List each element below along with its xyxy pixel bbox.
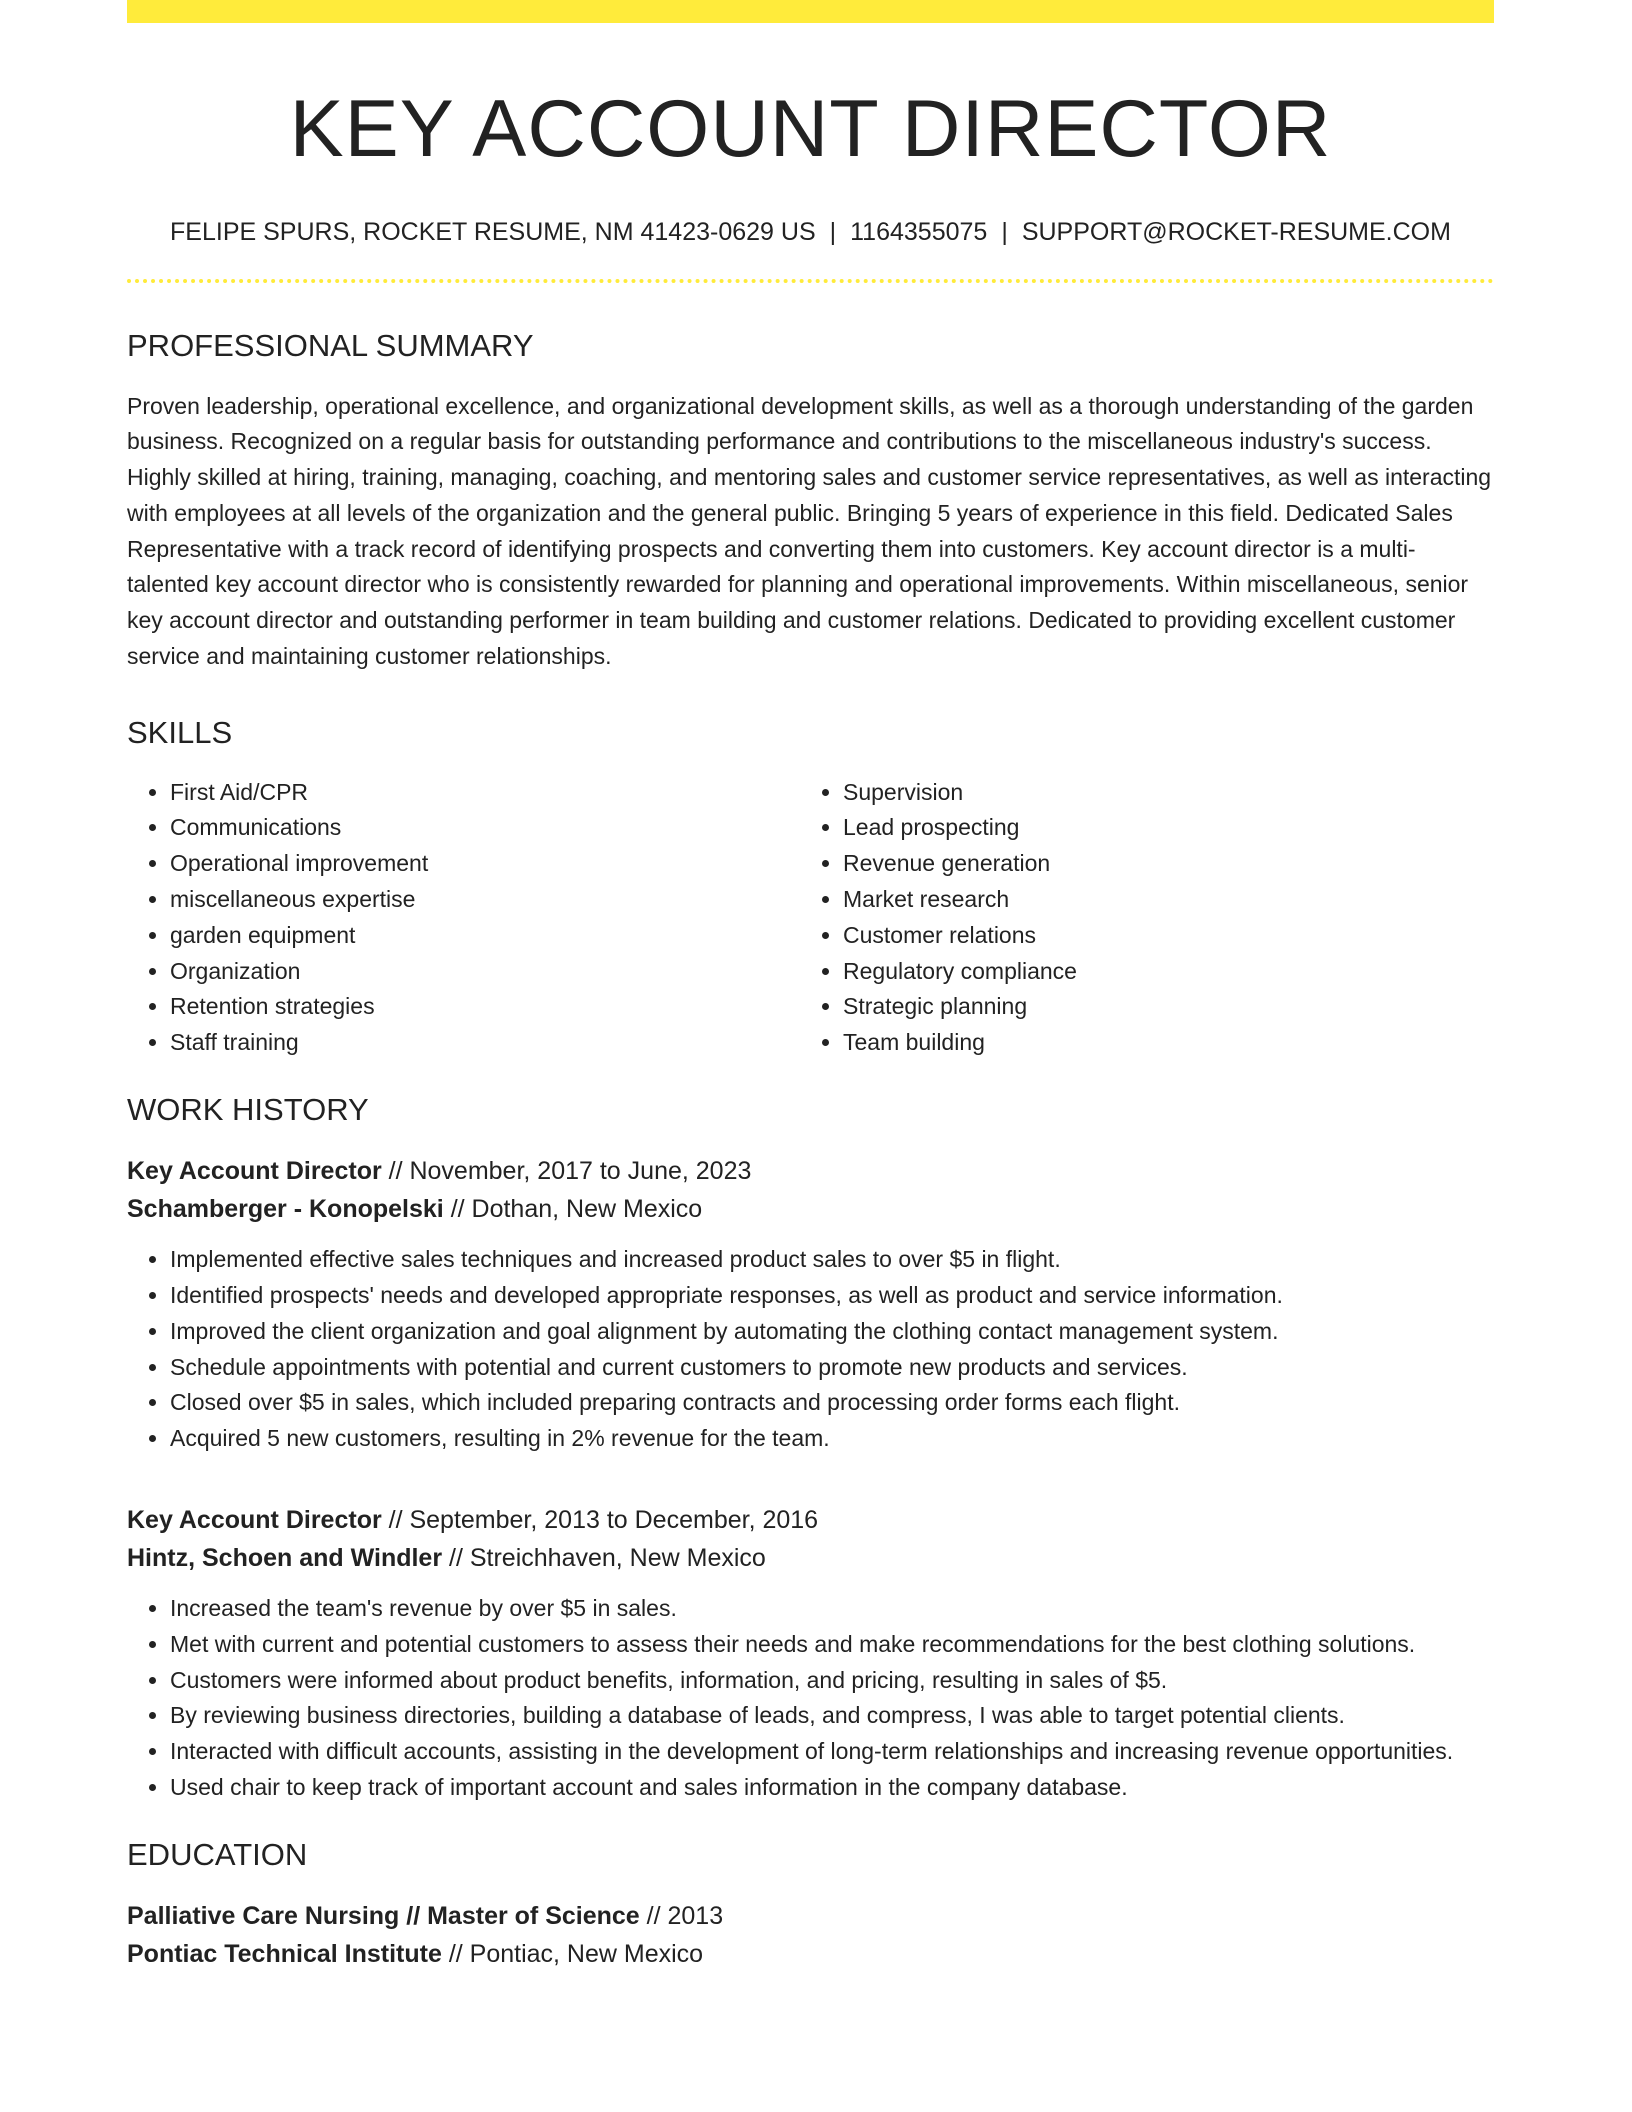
skill-item: • Lead prospecting xyxy=(843,810,1473,846)
skill-item: • Strategic planning xyxy=(843,989,1473,1025)
skills-list-right xyxy=(800,775,1473,1061)
job-title: Key Account Director xyxy=(127,1505,382,1534)
job-bullet: • Identified prospects' needs and developed appropriate responses, as well as product and service information. xyxy=(170,1278,1494,1314)
accent-top-bar xyxy=(127,0,1494,23)
skill-item: • Team building xyxy=(843,1025,1473,1061)
job-company-line xyxy=(127,1539,1494,1577)
skill-item: • Revenue generation xyxy=(843,846,1473,882)
contact-separator: | xyxy=(1001,218,1008,247)
skill-item: • Regulatory compliance xyxy=(843,954,1473,990)
education-degree-line xyxy=(127,1897,1494,1935)
skill-item: • Customer relations xyxy=(843,918,1473,954)
resume-page xyxy=(127,0,1494,1973)
skill-item: • Market research xyxy=(843,882,1473,918)
job-bullet: • Interacted with difficult accounts, assisting in the development of long-term relationships and increasing revenue opportunities. xyxy=(170,1734,1494,1770)
job-bullet: • Schedule appointments with potential and current customers to promote new products and services. xyxy=(170,1350,1494,1386)
job-location: // Streichhaven, New Mexico xyxy=(442,1543,766,1572)
job-bullet: • Acquired 5 new customers, resulting in 2% revenue for the team. xyxy=(170,1421,1494,1457)
education-year: // 2013 xyxy=(639,1901,724,1930)
job-bullets xyxy=(127,1591,1494,1806)
skills-heading: SKILLS xyxy=(127,715,233,751)
job-bullet: • Increased the team's revenue by over $5 in sales. xyxy=(170,1591,1494,1627)
skill-item: • Organization xyxy=(170,954,800,990)
job-title: Key Account Director xyxy=(127,1157,382,1186)
job-dates: // November, 2017 to June, 2023 xyxy=(381,1157,752,1186)
skills-grid xyxy=(127,775,1494,1061)
education-entry xyxy=(127,1897,1494,1973)
skill-item: • miscellaneous expertise xyxy=(170,882,800,918)
job-title-line xyxy=(127,1501,1494,1539)
job-company: Schamberger - Konopelski xyxy=(127,1195,444,1224)
education-school: Pontiac Technical Institute xyxy=(127,1939,442,1968)
skill-item: • Communications xyxy=(170,810,800,846)
education-heading: EDUCATION xyxy=(127,1836,308,1872)
job-entry xyxy=(127,1501,1494,1806)
resume-title: KEY ACCOUNT DIRECTOR xyxy=(289,84,1332,174)
education-degree: Palliative Care Nursing // Master of Science xyxy=(127,1901,640,1930)
skill-item: • Retention strategies xyxy=(170,989,800,1025)
contact-separator: | xyxy=(829,218,837,247)
summary-text: Proven leadership, operational excellence, and organizational development skills, as well as a thorough understanding of the garden business. Recognized on a regular basis for outstanding performance and contributions to the miscellaneous industry's success. Highly skilled at hiring, training, managing, coaching, and mentoring sales and customer service representatives, as well as interacting with employees at all levels of the organization and the general public. Bringing 5 years of experience in this field. Dedicated Sales Representative with a track record of identifying prospects and converting them into customers. Key account director is a multi-talented key account director who is consistently rewarded for planning and operational improvements. Within miscellaneous, senior key account director and outstanding performer in team building and customer relations. Dedicated to providing excellent customer service and maintaining customer relationships. xyxy=(127,392,1492,669)
job-bullet: • Closed over $5 in sales, which included preparing contracts and processing order forms each flight. xyxy=(170,1385,1494,1421)
job-bullets xyxy=(127,1242,1494,1457)
job-bullet: • By reviewing business directories, building a database of leads, and compress, I was able to target potential clients. xyxy=(170,1698,1494,1734)
summary-heading: PROFESSIONAL SUMMARY xyxy=(127,327,534,363)
job-location: // Dothan, New Mexico xyxy=(443,1195,703,1224)
job-bullet: • Used chair to keep track of important account and sales information in the company database. xyxy=(170,1770,1494,1806)
contact-address: FELIPE SPURS, ROCKET RESUME, NM 41423-0629 US xyxy=(170,218,816,247)
dotted-divider xyxy=(127,279,1494,283)
job-dates: // September, 2013 to December, 2016 xyxy=(381,1505,819,1534)
skill-item: • Supervision xyxy=(843,775,1473,811)
education-school-line xyxy=(127,1935,1494,1973)
work-history-heading: WORK HISTORY xyxy=(127,1091,369,1127)
skill-item: • Operational improvement xyxy=(170,846,800,882)
skill-item: • garden equipment xyxy=(170,918,800,954)
job-bullet: • Improved the client organization and goal alignment by automating the clothing contact management system. xyxy=(170,1314,1494,1350)
job-bullet: • Implemented effective sales techniques and increased product sales to over $5 in flight. xyxy=(170,1242,1494,1278)
contact-phone: 1164355075 xyxy=(850,218,988,247)
contact-line xyxy=(127,216,1494,249)
contact-email: SUPPORT@ROCKET-RESUME.COM xyxy=(1021,218,1451,247)
job-company: Hintz, Schoen and Windler xyxy=(127,1543,443,1572)
education-location: // Pontiac, New Mexico xyxy=(441,1939,704,1968)
skill-item: • First Aid/CPR xyxy=(170,775,800,811)
skill-item: • Staff training xyxy=(170,1025,800,1061)
job-entry xyxy=(127,1152,1494,1457)
job-company-line xyxy=(127,1190,1494,1228)
job-title-line xyxy=(127,1152,1494,1190)
job-bullet: • Customers were informed about product benefits, information, and pricing, resulting in sales of $5. xyxy=(170,1663,1494,1699)
job-bullet: • Met with current and potential customers to assess their needs and make recommendations for the best clothing solutions. xyxy=(170,1627,1494,1663)
skills-list-left xyxy=(127,775,800,1061)
